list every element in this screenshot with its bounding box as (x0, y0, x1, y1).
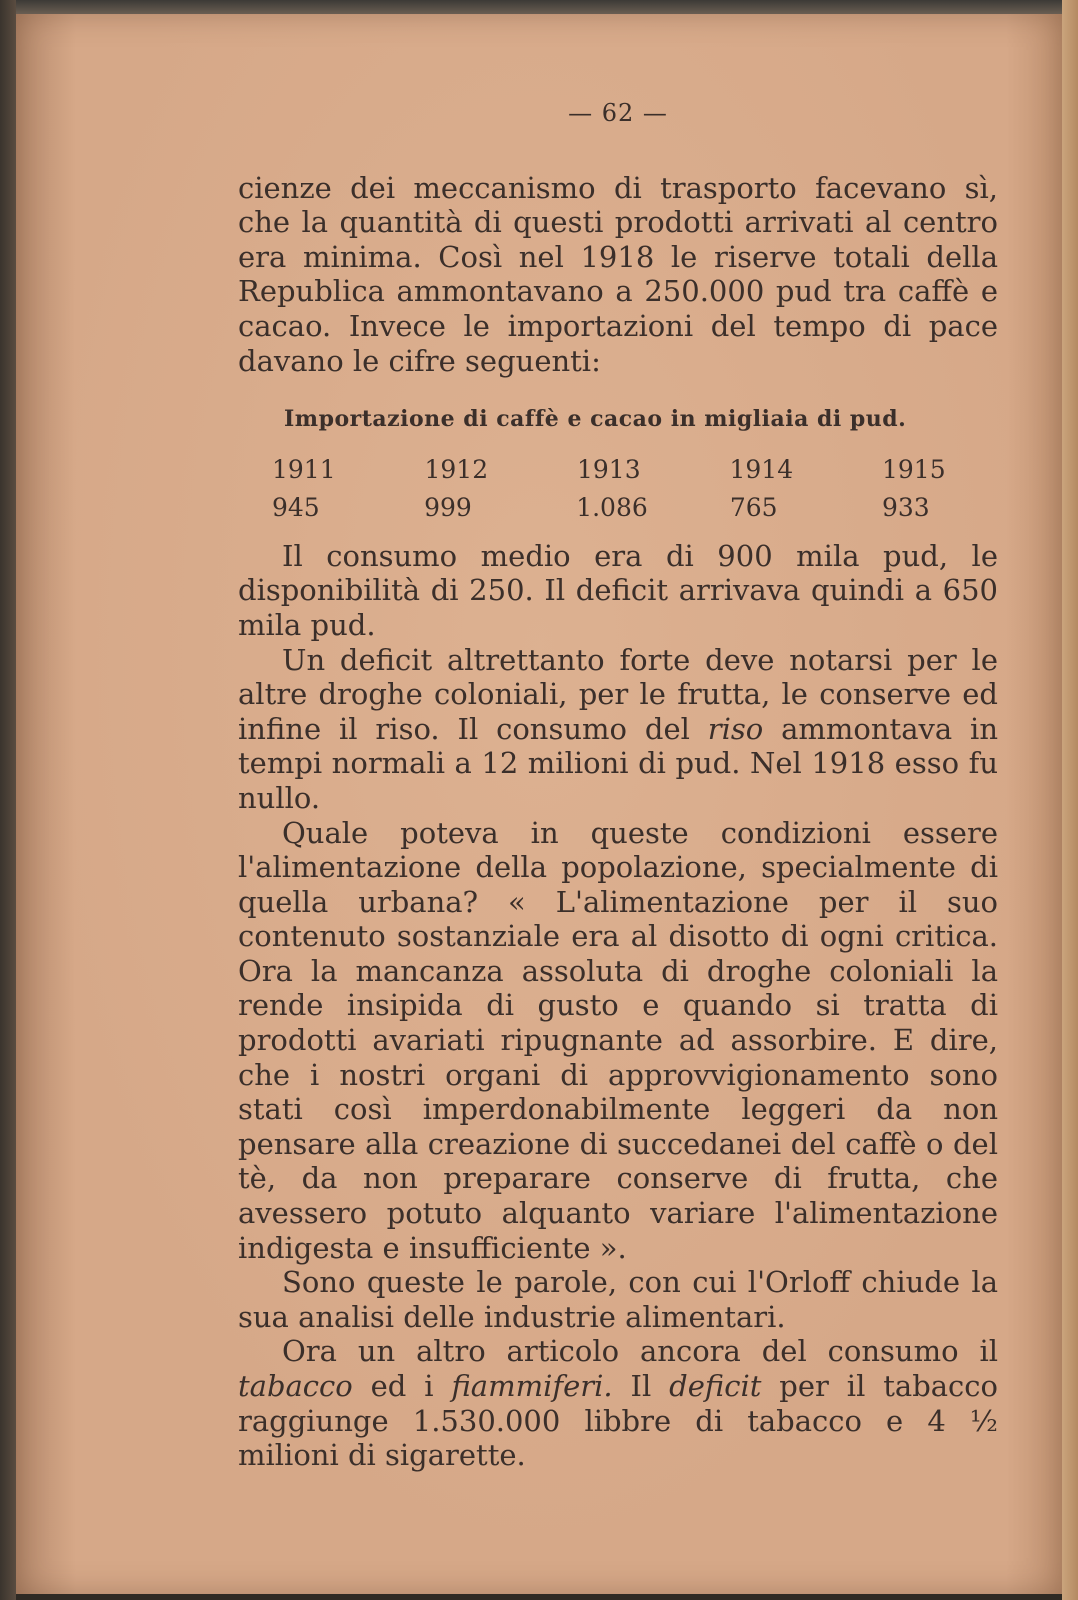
value-cell: 933 (881, 492, 930, 522)
table-caption: Importazione di caffè e cacao in migliaia di pud. (284, 406, 907, 433)
page-edge (1062, 0, 1078, 1600)
italic-run: riso (707, 711, 764, 746)
text-run: ed i (352, 1369, 452, 1403)
page-text (238, 96, 998, 1473)
year-cell: 1913 (577, 454, 641, 484)
text-run: per il tabacco raggiunge 1.530.000 libbre di tabacco e 4 ½ milioni di sigarette. (238, 1369, 998, 1473)
text-run: Il (612, 1369, 670, 1403)
year-cell: 1912 (424, 454, 489, 484)
year-cell: 1915 (882, 454, 946, 484)
paragraph-intro: cienze dei meccanismo di trasporto facevano sì, che la quantità di questi prodotti arrivati al centro era minima. Così nel 1918 le riserve totali della Republica ammontavano a 250.000 pud tra caffè e cacao. Invece le importazioni del tempo di pace davano le cifre seguenti: (238, 170, 998, 378)
text-run: Ora un altro articolo ancora del consumo il (282, 1334, 998, 1369)
book-spine (0, 0, 16, 1600)
table-row-years (272, 451, 952, 489)
italic-run: tabacco (238, 1369, 353, 1403)
paragraph-orloff: Sono queste le parole, con cui l'Orloff chiude la sua analisi delle industrie alimentari. (238, 1265, 998, 1334)
import-table (238, 402, 998, 527)
paragraph-consumo: Il consumo medio era di 900 mila pud, le disponibilità di 250. Il deficit arrivava quindi a 650 mila pud. (238, 538, 998, 642)
paragraph-tabacco (238, 1334, 998, 1472)
value-cell: 765 (729, 492, 778, 522)
value-cell: 945 (272, 492, 320, 522)
paragraph-alimentazione: Quale poteva in queste condizioni essere l'alimentazione della popolazione, specialmente di quella urbana? « L'alimentazione per il suo contenuto sostanziale era al disotto di ogni critica. Ora la mancanza assoluta di droghe coloniali la rende insipida di gusto e quando si tratta di prodotti avariati ripugnante ad assorbire. E dire, che i nostri organi di approvvigionamento sono stati così imperdonabilmente leggeri da non pensare alla creazione di succedanei del caffè o del tè, da non preparare conserve di frutta, che avessero potuto alquanto variare l'alimentazione indigesta e insufficiente ». (238, 815, 998, 1265)
year-cell: 1914 (729, 454, 794, 484)
year-cell: 1911 (272, 454, 336, 484)
text-run: ammontava in tempi normali a 12 milioni di pud. Nel 1918 esso fu nullo. (238, 711, 998, 815)
paragraph-deficit (238, 643, 998, 816)
italic-run: deficit (669, 1369, 762, 1403)
value-cell: 999 (424, 492, 472, 522)
text-run: Un deficit altrettanto forte deve notarsi per le altre droghe coloniali, per le frutta, le conserve ed infine il riso. Il consumo del (238, 642, 998, 746)
value-cell: 1.086 (576, 492, 648, 522)
page-number: — 62 — (568, 99, 668, 127)
table-row-values (272, 489, 952, 527)
italic-run: fiammiferi. (451, 1369, 613, 1403)
top-edge (0, 0, 1078, 14)
